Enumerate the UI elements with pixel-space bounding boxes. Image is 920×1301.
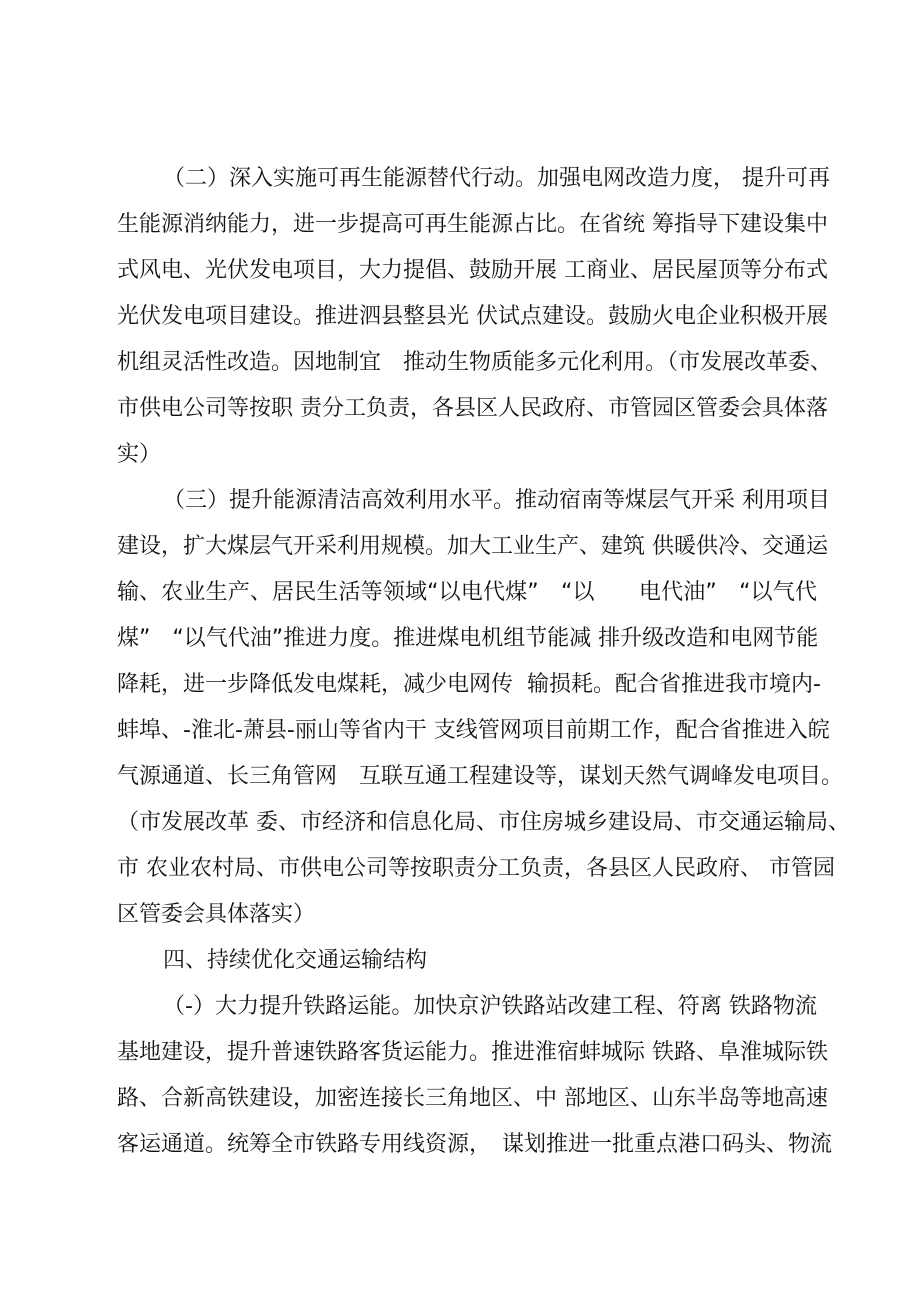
paragraph-line: 降耗，进一步降低发电煤耗，减少电网传 输损耗。配合省推进我市境内- [117, 672, 821, 697]
paragraph-line: 实） [117, 442, 162, 467]
paragraph-line: 生能源消纳能力，进一步提高可再生能源占比。在省统 筹指导下建设集中 [117, 212, 828, 237]
paragraph-line: 路、合新高铁建设，加密连接长三角地区、中 部地区、山东半岛等地高速 [117, 1086, 828, 1111]
paragraph-line: 客运通道。统筹全市铁路专用线资源， 谋划推进一批重点港口码头、物流 [117, 1132, 833, 1157]
paragraph-line: 基地建设，提升普速铁路客货运能力。推进淮宿蚌城际 铁路、阜淮城际铁 [117, 1040, 828, 1065]
section-heading: 四、持续优化交通运输结构 [163, 948, 428, 973]
paragraph-line: 区管委会具体落实） [117, 902, 316, 927]
paragraph-line: 式风电、光伏发电项目，大力提倡、鼓励开展 工商业、居民屋顶等分布式 [117, 258, 828, 283]
paragraph-line: 气源通道、长三角管网 互联互通工程建设等，谋划天然气调峰发电项目。 [117, 764, 844, 789]
paragraph-line: （三）提升能源清洁高效利用水平。推动宿南等煤层气开采 利用项目 [163, 488, 830, 513]
paragraph-line: 建设，扩大煤层气开采利用规模。加大工业生产、建筑 供暖供冷、交通运 [117, 534, 828, 559]
paragraph-line: 煤” “以气代油”推进力度。推进煤电机组节能减 排升级改造和电网节能 [117, 626, 819, 651]
paragraph-line: 市供电公司等按职 责分工负责，各县区人民政府、市管园区管委会具体落 [117, 396, 828, 421]
paragraph-line: 蚌埠、-淮北-萧县-丽山等省内干 支线管网项目前期工作，配合省推进入皖 [117, 718, 830, 743]
paragraph-line: 机组灵活性改造。因地制宜 推动生物质能多元化利用。（市发展改革委、 [117, 350, 833, 375]
paragraph-line: 光伏发电项目建设。推进泗县整县光 伏试点建设。鼓励火电企业积极开展 [117, 304, 828, 329]
paragraph-line: 市 农业农村局、市供电公司等按职责分工负责，各县区人民政府、 市管园 [117, 856, 835, 881]
paragraph-line: 输、农业生产、居民生活等领域“以电代煤” “以 电代油” “以气代 [117, 580, 817, 605]
paragraph-line: （-）大力提升铁路运能。加快京沪铁路站改建工程、符离 铁路物流 [163, 994, 817, 1019]
paragraph-line: （二）深入实施可再生能源替代行动。加强电网改造力度， 提升可再 [163, 166, 830, 191]
paragraph-line: （市发展改革 委、市经济和信息化局、市住房城乡建设局、市交通运输局、 [117, 810, 850, 835]
